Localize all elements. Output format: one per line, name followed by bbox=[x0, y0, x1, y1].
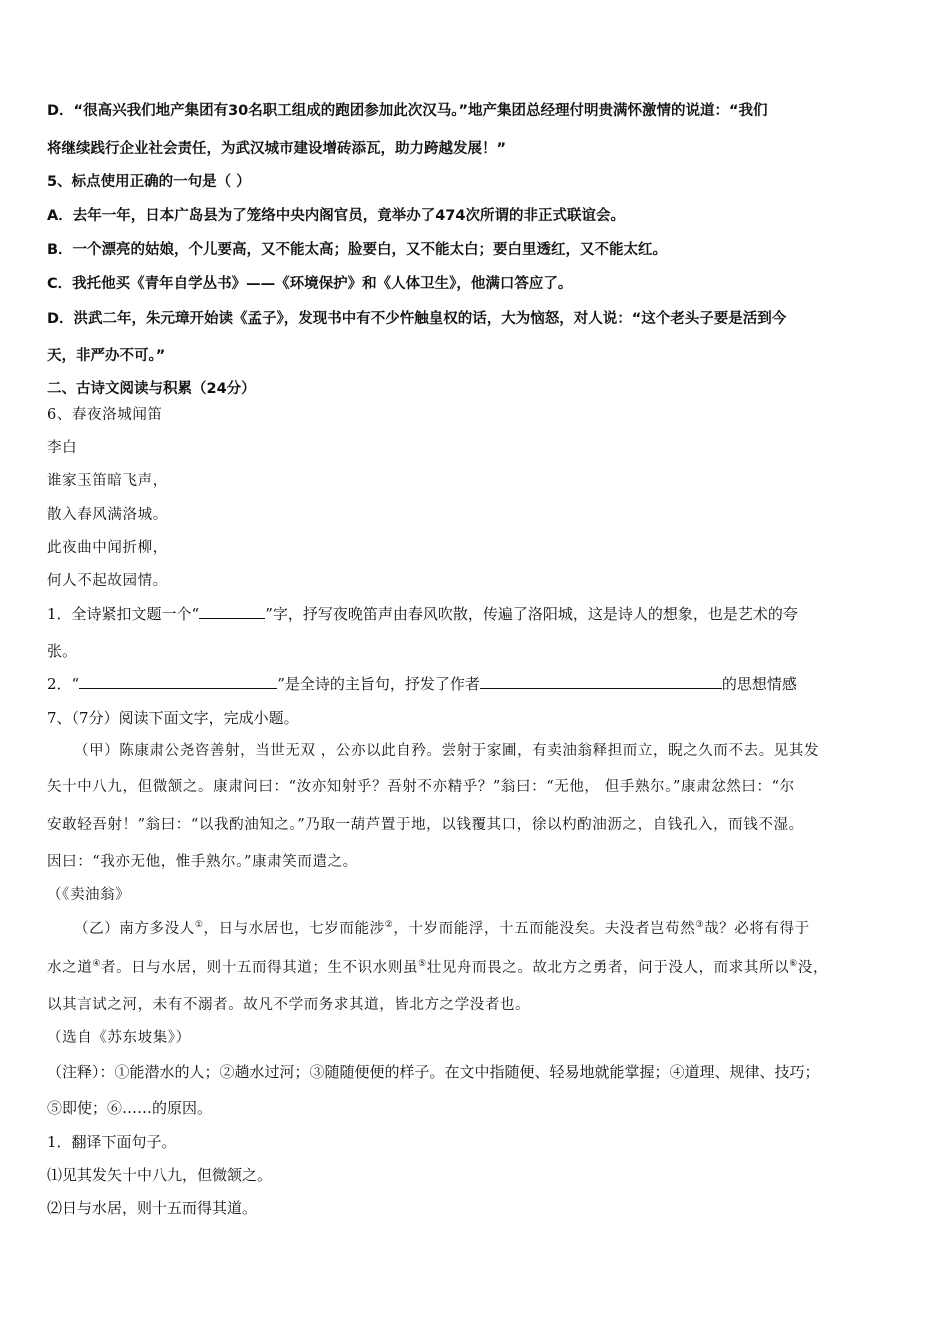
footnote-mark: ④ bbox=[92, 959, 101, 969]
answer-blank[interactable] bbox=[79, 674, 277, 689]
answer-blank[interactable] bbox=[480, 674, 722, 689]
q6-sub1-line2: 张。 bbox=[47, 642, 78, 660]
footnote-mark: ③ bbox=[695, 920, 705, 930]
section-title: 二、古诗文阅读与积累（24分） bbox=[47, 381, 256, 397]
poem-line-2: 散入春风满洛城。 bbox=[47, 507, 168, 523]
q7-sub1-item2: ⑵日与水居，则十五而得其道。 bbox=[47, 1199, 258, 1217]
footnote-mark: ② bbox=[384, 920, 394, 930]
poem-line-4: 何人不起故园情。 bbox=[47, 573, 168, 589]
passage-text: 者。日与水居，则十五而得其道；生不识水则虽 bbox=[100, 960, 419, 976]
poem-line-1: 谁家玉笛暗飞声， bbox=[47, 473, 168, 489]
notes-line2: ⑤即使；⑥……的原因。 bbox=[47, 1099, 213, 1117]
q6-sub2-post: 的思想情感 bbox=[721, 675, 797, 693]
q6-sub2-pre: 2．“ bbox=[47, 675, 80, 693]
q5-option-c: C．我托他买《青年自学丛书》——《环境保护》和《人体卫生》，他满口答应了。 bbox=[47, 276, 573, 292]
notes-line1: （注释）：①能潜水的人；②趟水过河；③随随便便的样子。在文中指随便、轻易地就能掌握；④道理、规律、技巧； bbox=[47, 1063, 820, 1081]
passage-text: 壮见舟而畏之。故北方之勇者，问于没人，而求其所以 bbox=[426, 960, 790, 976]
footnote-mark: ⑥ bbox=[789, 959, 798, 969]
q6-sub1 bbox=[47, 604, 798, 624]
q6-sub2 bbox=[47, 674, 797, 694]
poem-line-3: 此夜曲中闻折柳， bbox=[47, 540, 168, 556]
q5-option-d-line1: D．洪武二年，朱元璋开始读《孟子》，发现书中有不少忤触皇权的话，大为恼怒，对人说：“这个老头子要是活到今 bbox=[47, 311, 787, 327]
passage-text: 哉？必将有得于 bbox=[704, 921, 810, 937]
poem-title: 6、春夜洛城闻笛 bbox=[47, 407, 163, 423]
q5-stem: 5、标点使用正确的一句是（ ） bbox=[47, 174, 251, 190]
footnote-mark: ① bbox=[194, 920, 204, 930]
passage-text: 没， bbox=[797, 960, 829, 976]
passage-jia-source: （《卖油翁》 bbox=[47, 887, 131, 903]
q4-option-d-line1: D．“很高兴我们地产集团有30名职工组成的跑团参加此次汉马。”地产集团总经理付明贵满怀激情的说道：“我们 bbox=[47, 103, 768, 119]
footnote-mark: ⑤ bbox=[418, 959, 427, 969]
passage-jia-line4: 因曰：“我亦无他，惟手熟尔。”康肃笑而遣之。 bbox=[47, 854, 358, 870]
passage-text: 水之道 bbox=[47, 960, 93, 976]
q5-option-a: A．去年一年，日本广岛县为了笼络中央内阁官员，竟举办了474次所谓的非正式联谊会。 bbox=[47, 208, 625, 224]
q6-sub2-mid: ”是全诗的主旨句，抒发了作者 bbox=[277, 675, 480, 693]
passage-text: ，十岁而能浮，十五而能没矣。夫没者岂苟然 bbox=[393, 921, 696, 937]
q7-stem: 7、（7分）阅读下面文字，完成小题。 bbox=[47, 709, 299, 727]
q6-sub1-pre: 1．全诗紧扣文题一个“ bbox=[47, 605, 200, 623]
passage-jia-line1: （甲）陈康肃公尧咨善射，当世无双 ，公亦以此自矜。尝射于家圃，有卖油翁释担而立，睨之久而不去。见其发 bbox=[74, 743, 820, 759]
passage-text: （乙）南方多没人 bbox=[74, 921, 195, 937]
q4-option-d-line2: 将继续践行企业社会责任，为武汉城市建设增砖添瓦，助力跨越发展！” bbox=[47, 141, 507, 157]
passage-text: ，日与水居也，七岁而能涉 bbox=[203, 921, 385, 937]
passage-yi-source: （选自《苏东坡集》） bbox=[47, 1030, 191, 1046]
q7-sub1: 1．翻译下面句子。 bbox=[47, 1133, 177, 1151]
passage-jia-line2: 矢十中八九，但微颔之。康肃问曰：“汝亦知射乎？吾射不亦精乎？”翁曰：“无他， 但手熟尔。”康肃忿然曰：“尔 bbox=[47, 779, 795, 795]
passage-yi-line2 bbox=[47, 958, 828, 978]
q5-option-d-line2: 天，非严办不可。” bbox=[47, 348, 166, 364]
q7-sub1-item1: ⑴见其发矢十中八九，但微颔之。 bbox=[47, 1166, 273, 1184]
poem-author: 李白 bbox=[47, 440, 78, 456]
passage-yi-line1 bbox=[74, 919, 810, 939]
q6-sub1-post: ”字，抒写夜晚笛声由春风吹散，传遍了洛阳城，这是诗人的想象，也是艺术的夸 bbox=[265, 605, 798, 623]
passage-yi-line3: 以其言试之河，未有不溺者。故凡不学而务求其道，皆北方之学没者也。 bbox=[47, 997, 531, 1013]
answer-blank[interactable] bbox=[199, 604, 265, 619]
q5-option-b: B．一个漂亮的姑娘，个儿要高，又不能太高；脸要白，又不能太白；要白里透红，又不能太红。 bbox=[47, 242, 668, 258]
passage-jia-line3: 安敢轻吾射！”翁曰：“以我酌油知之。”乃取一葫芦置于地，以钱覆其口，徐以杓酌油沥之，自钱孔入，而钱不湿。 bbox=[47, 817, 804, 833]
